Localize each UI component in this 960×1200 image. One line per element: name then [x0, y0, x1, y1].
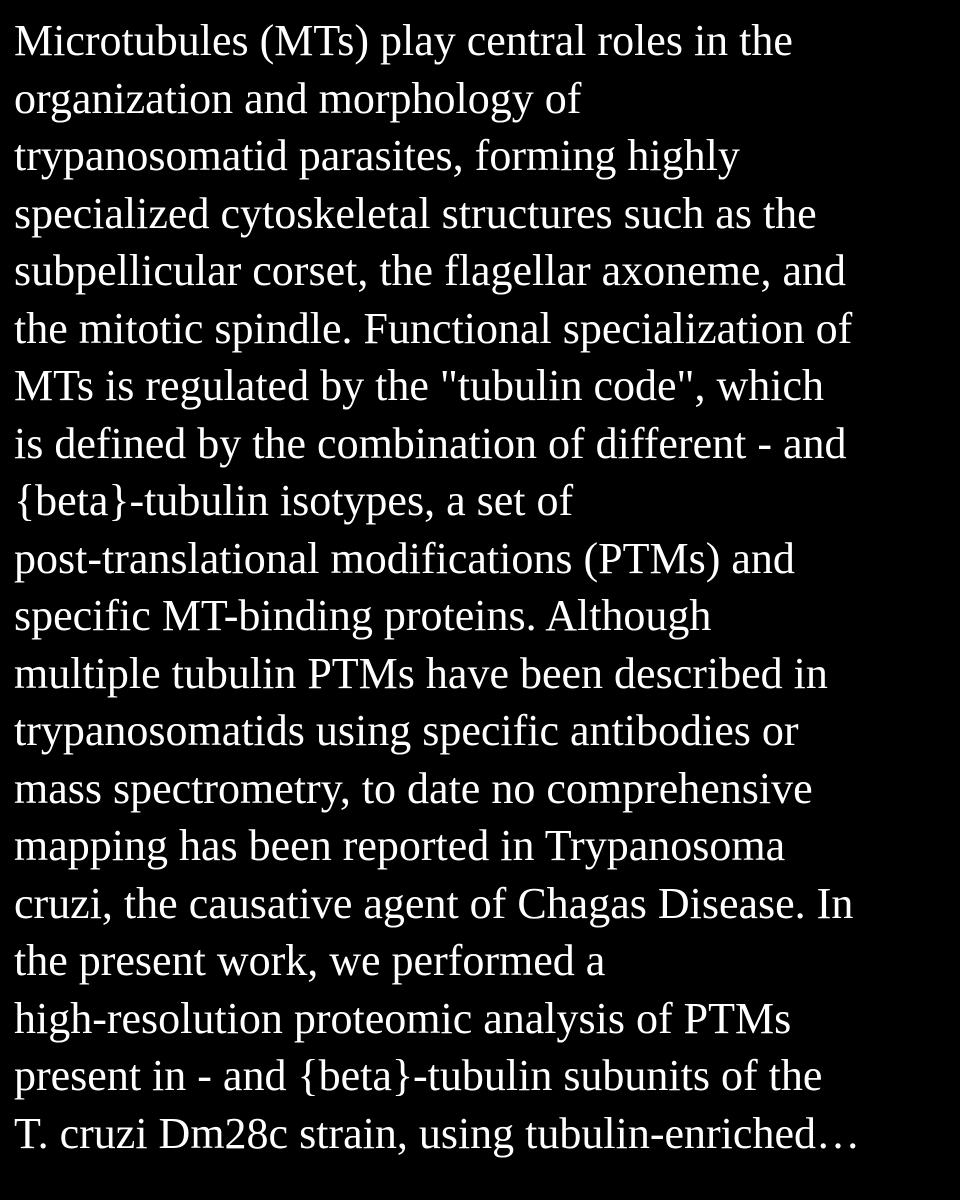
- text-line: mass spectrometry, to date no comprehensive: [14, 763, 813, 813]
- text-line: high-resolution proteomic analysis of PTMs: [14, 993, 792, 1043]
- text-line: organization and morphology of: [14, 73, 582, 123]
- text-line: specific MT-binding proteins. Although: [14, 591, 712, 640]
- text-line: is defined by the combination of different - and: [14, 418, 847, 468]
- text-line: the present work, we performed a: [14, 936, 606, 985]
- text-line: multiple tubulin PTMs have been described in: [14, 648, 828, 698]
- text-line: cruzi, the causative agent of Chagas Disease. In: [14, 878, 854, 928]
- text-line: present in - and {beta}-tubulin subunits of the: [14, 1051, 823, 1100]
- text-line: the mitotic spindle. Functional specialization of: [14, 303, 853, 353]
- text-line: subpellicular corset, the flagellar axoneme, and: [14, 246, 846, 295]
- text-line: specialized cytoskeletal structures such as the: [14, 188, 817, 238]
- text-line: post-translational modifications (PTMs) and: [14, 533, 795, 583]
- text-line: MTs is regulated by the "tubulin code", which: [14, 361, 825, 410]
- text-line: T. cruzi Dm28c strain, using tubulin-enriched…: [14, 1108, 860, 1158]
- abstract-text-block: [14, 12, 954, 1162]
- text-line: Microtubules (MTs) play central roles in the: [14, 16, 793, 65]
- text-line: {beta}-tubulin isotypes, a set of: [14, 476, 574, 525]
- text-line: trypanosomatid parasites, forming highly: [14, 131, 740, 180]
- text-line: trypanosomatids using specific antibodies or: [14, 706, 799, 755]
- text-line: mapping has been reported in Trypanosoma: [14, 821, 786, 870]
